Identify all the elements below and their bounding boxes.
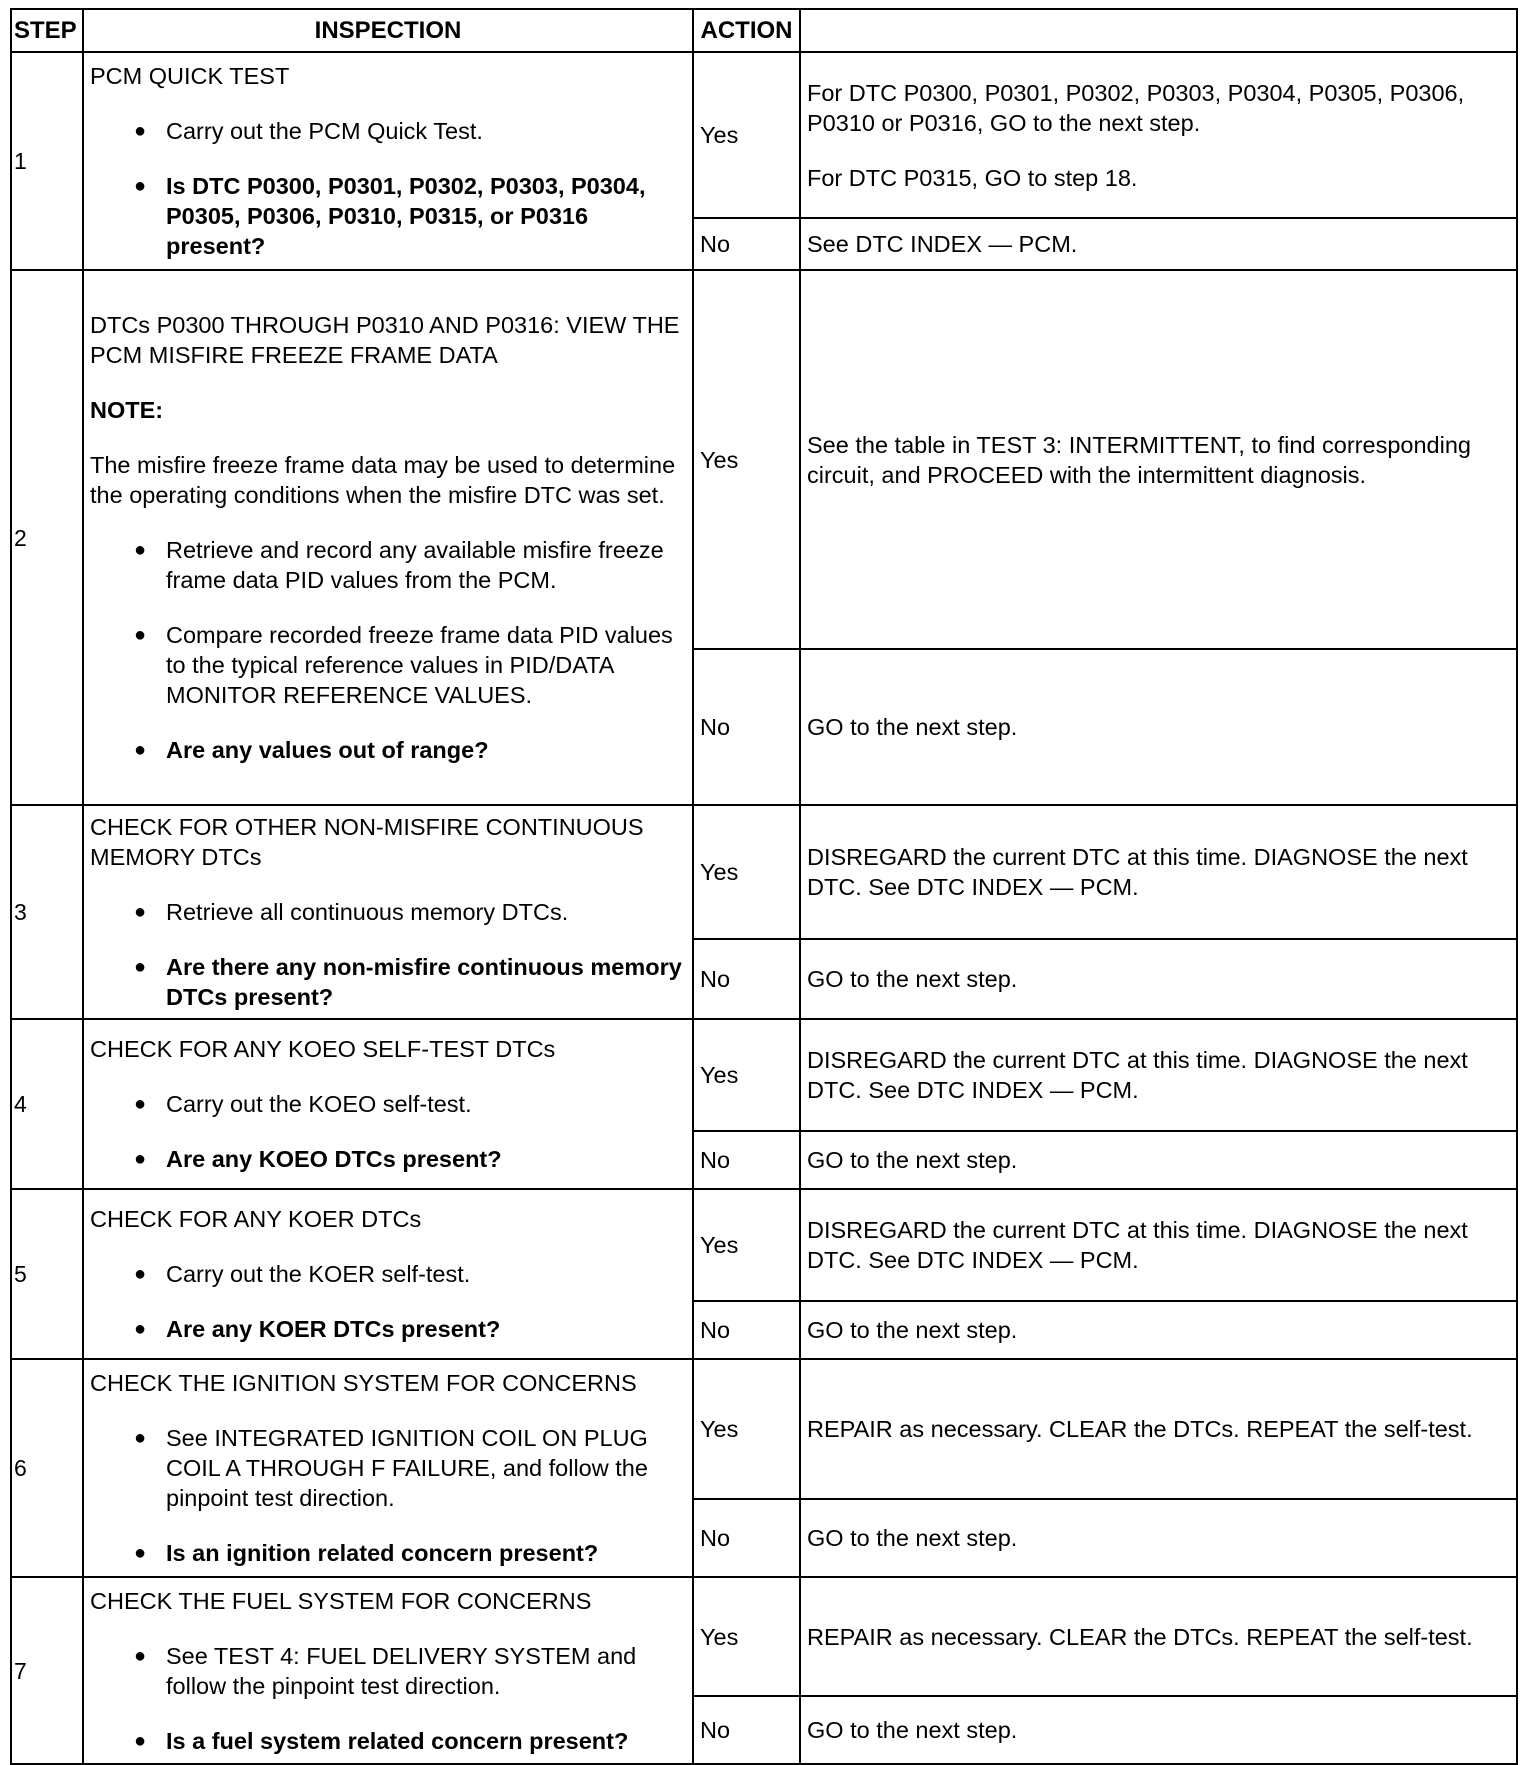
header-action: ACTION [693, 9, 800, 52]
step-number: 4 [11, 1019, 83, 1189]
step-number: 3 [11, 805, 83, 1019]
answer-no: No [693, 1301, 800, 1359]
inspection-cell [83, 1359, 693, 1577]
bullet-item [90, 1726, 686, 1756]
inspection-instruction: Carry out the KOER self-test. [166, 1261, 471, 1287]
inspection-instruction: See INTEGRATED IGNITION COIL ON PLUG COIL A THROUGH F FAILURE, and follow the pinpoint test direction. [166, 1425, 648, 1511]
answer-no: No [693, 1499, 800, 1577]
answer-yes: Yes [693, 805, 800, 939]
inspection-instruction: Carry out the KOEO self-test. [166, 1091, 472, 1117]
bullet-item [90, 1314, 686, 1344]
answer-yes: Yes [693, 52, 800, 218]
inspection-instruction: Retrieve all continuous memory DTCs. [166, 899, 569, 925]
bullet-dot-icon: ● [134, 1263, 147, 1285]
action-text: DISREGARD the current DTC at this time. DIAGNOSE the next DTC. See DTC INDEX — PCM. [807, 844, 1468, 900]
action-text: REPAIR as necessary. CLEAR the DTCs. REPEAT the self-test. [807, 1416, 1473, 1442]
bullet-item [90, 171, 686, 261]
bullet-item [90, 116, 686, 146]
inspection-bullets [90, 1641, 686, 1756]
inspection-cell [83, 1189, 693, 1359]
table-row [11, 1359, 1517, 1499]
inspection-cell [83, 270, 693, 805]
answer-yes: Yes [693, 1189, 800, 1301]
bullet-dot-icon: ● [134, 1729, 147, 1752]
answer-no: No [693, 939, 800, 1019]
action-text: DISREGARD the current DTC at this time. DIAGNOSE the next DTC. See DTC INDEX — PCM. [807, 1217, 1468, 1273]
action-text: GO to the next step. [807, 966, 1018, 992]
bullet-dot-icon: ● [134, 1093, 147, 1115]
action-no [800, 218, 1517, 270]
step-number: 6 [11, 1359, 83, 1577]
action-text: REPAIR as necessary. CLEAR the DTCs. REPEAT the self-test. [807, 1623, 1473, 1650]
action-yes [800, 52, 1517, 218]
bullet-item [90, 735, 686, 765]
action-yes [800, 1019, 1517, 1131]
inspection-bullets [90, 1423, 686, 1568]
action-no [800, 1131, 1517, 1189]
bullet-dot-icon: ● [134, 1542, 147, 1564]
answer-no: No [693, 218, 800, 270]
bullet-item [90, 952, 686, 1012]
action-text: GO to the next step. [807, 714, 1018, 740]
bullet-item [90, 897, 686, 927]
answer-no: No [693, 1696, 800, 1764]
answer-no: No [693, 1131, 800, 1189]
note-label: NOTE: [90, 397, 164, 423]
table-body [11, 52, 1517, 1764]
inspection-title: CHECK THE FUEL SYSTEM FOR CONCERNS [90, 1587, 592, 1614]
inspection-cell [83, 1019, 693, 1189]
inspection-title: CHECK FOR ANY KOEO SELF-TEST DTCs [90, 1036, 556, 1062]
answer-yes: Yes [693, 270, 800, 649]
inspection-question: Is an ignition related concern present? [166, 1540, 599, 1566]
action-yes [800, 805, 1517, 939]
action-text: DISREGARD the current DTC at this time. DIAGNOSE the next DTC. See DTC INDEX — PCM. [807, 1047, 1468, 1103]
action-no [800, 1696, 1517, 1764]
action-text: GO to the next step. [807, 1317, 1018, 1343]
step-number: 5 [11, 1189, 83, 1359]
action-text: For DTC P0300, P0301, P0302, P0303, P0304, P0305, P0306, P0310 or P0316, GO to the next step. [807, 79, 1465, 136]
bullet-item [90, 1423, 686, 1513]
action-no [800, 1499, 1517, 1577]
inspection-title: CHECK FOR OTHER NON-MISFIRE CONTINUOUS MEMORY DTCs [90, 814, 644, 870]
inspection-bullets [90, 535, 686, 765]
bullet-dot-icon: ● [134, 120, 147, 142]
inspection-bullets [90, 1259, 686, 1344]
inspection-question: Is DTC P0300, P0301, P0302, P0303, P0304, P0305, P0306, P0310, P0315, or P0316 present? [166, 173, 646, 259]
bullet-item [90, 535, 686, 595]
action-yes [800, 270, 1517, 649]
action-text: See the table in TEST 3: INTERMITTENT, to find corresponding circuit, and PROCEED with the intermittent diagnosis. [807, 431, 1471, 488]
action-text: See DTC INDEX — PCM. [807, 231, 1078, 257]
action-text: GO to the next step. [807, 1717, 1018, 1743]
bullet-dot-icon: ● [134, 624, 147, 646]
action-text: GO to the next step. [807, 1147, 1018, 1173]
inspection-bullets [90, 897, 686, 1012]
header-step: STEP [11, 9, 83, 52]
table-row [11, 270, 1517, 649]
action-no [800, 1301, 1517, 1359]
answer-no: No [693, 649, 800, 805]
inspection-instruction: Retrieve and record any available misfire freeze frame data PID values from the PCM. [166, 537, 664, 593]
answer-yes: Yes [693, 1019, 800, 1131]
inspection-question: Are any KOEO DTCs present? [166, 1146, 502, 1172]
table-row [11, 1577, 1517, 1696]
bullet-item [90, 1259, 686, 1289]
inspection-title: DTCs P0300 THROUGH P0310 AND P0316: VIEW THE PCM MISFIRE FREEZE FRAME DATA [90, 312, 680, 368]
inspection-question: Are any values out of range? [166, 737, 489, 763]
table-row [11, 1019, 1517, 1131]
action-yes [800, 1359, 1517, 1499]
diagnostic-table [10, 8, 1518, 1765]
header-result [800, 9, 1517, 52]
inspection-instruction: See TEST 4: FUEL DELIVERY SYSTEM and follow the pinpoint test direction. [166, 1642, 637, 1699]
inspection-question: Are any KOER DTCs present? [166, 1316, 501, 1342]
bullet-dot-icon: ● [134, 1148, 147, 1170]
table-row [11, 52, 1517, 218]
inspection-cell [83, 1577, 693, 1764]
inspection-instruction: Compare recorded freeze frame data PID values to the typical reference values in PID/DATA MONITOR REFERENCE VALUES. [166, 622, 673, 708]
bullet-dot-icon: ● [134, 1644, 147, 1667]
step-number: 1 [11, 52, 83, 270]
bullet-item [90, 1641, 686, 1701]
table-row [11, 1189, 1517, 1301]
inspection-title: PCM QUICK TEST [90, 63, 290, 89]
action-text: GO to the next step. [807, 1525, 1018, 1551]
inspection-title: CHECK FOR ANY KOER DTCs [90, 1206, 422, 1232]
action-yes [800, 1577, 1517, 1696]
inspection-bullets [90, 116, 686, 261]
action-text: For DTC P0315, GO to step 18. [807, 164, 1138, 191]
bullet-item [90, 1538, 686, 1568]
bullet-dot-icon: ● [134, 539, 147, 561]
bullet-dot-icon: ● [134, 1427, 147, 1449]
bullet-dot-icon: ● [134, 739, 147, 761]
answer-yes: Yes [693, 1577, 800, 1696]
bullet-dot-icon: ● [134, 956, 147, 978]
table-row [11, 805, 1517, 939]
note-text: The misfire freeze frame data may be used to determine the operating conditions when the misfire DTC was set. [90, 452, 676, 508]
inspection-title: CHECK THE IGNITION SYSTEM FOR CONCERNS [90, 1370, 637, 1396]
table-header [11, 9, 1517, 52]
inspection-bullets [90, 1089, 686, 1174]
inspection-cell [83, 52, 693, 270]
inspection-cell [83, 805, 693, 1019]
answer-yes: Yes [693, 1359, 800, 1499]
step-number: 2 [11, 270, 83, 805]
inspection-question: Are there any non-misfire continuous memory DTCs present? [166, 954, 682, 1010]
action-yes [800, 1189, 1517, 1301]
bullet-dot-icon: ● [134, 1318, 147, 1340]
bullet-item [90, 1089, 686, 1119]
bullet-item [90, 620, 686, 710]
inspection-question: Is a fuel system related concern present? [166, 1727, 629, 1754]
bullet-item [90, 1144, 686, 1174]
bullet-dot-icon: ● [134, 175, 147, 197]
inspection-instruction: Carry out the PCM Quick Test. [166, 118, 483, 144]
header-inspection: INSPECTION [83, 9, 693, 52]
action-no [800, 939, 1517, 1019]
step-number: 7 [11, 1577, 83, 1764]
action-no [800, 649, 1517, 805]
bullet-dot-icon: ● [134, 901, 147, 923]
